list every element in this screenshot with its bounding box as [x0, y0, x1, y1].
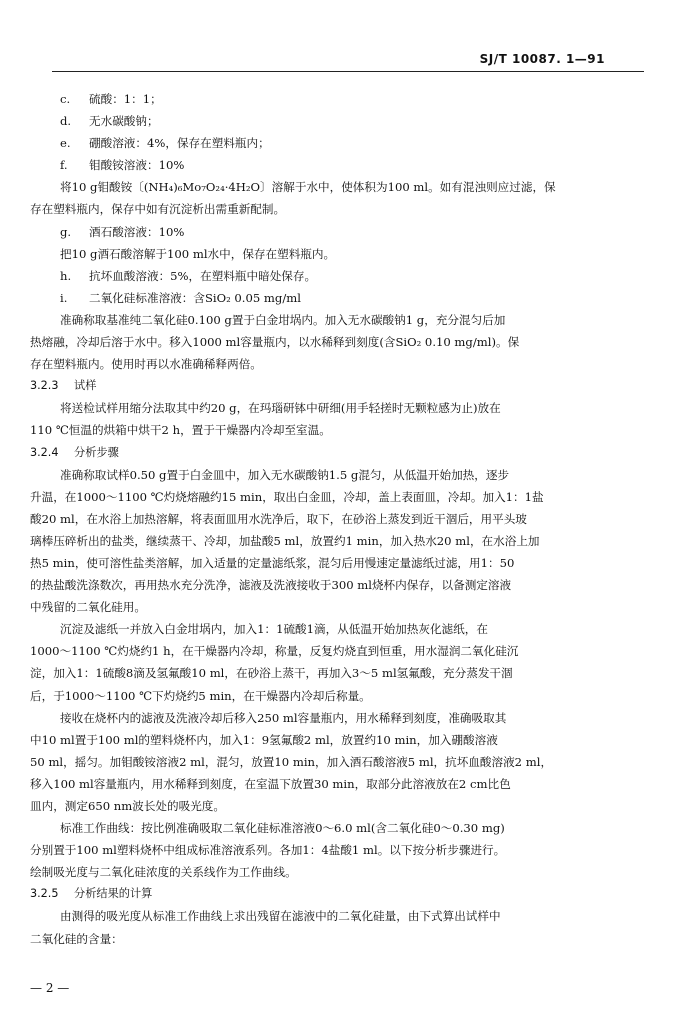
paragraph-line: 淀，加入1：1硫酸8滴及氢氟酸10 ml，在砂浴上蒸干，再加入3～5 ml氢氟酸，充分蒸发干涸 [30, 666, 513, 681]
paragraph-line: 热熔融，冷却后溶于水中。移入1000 ml容量瓶内，以水稀释到刻度(含SiO₂ 0.10 mg/ml)。保 [30, 335, 520, 350]
standard-code-header: SJ/T 10087. 1—91 [479, 52, 605, 66]
paragraph-line: 中10 ml置于100 ml的塑料烧杯内，加入1：9氢氟酸2 ml，放置约10 min，加入硼酸溶液 [30, 732, 498, 747]
section-number: 3.2.3 [30, 379, 59, 393]
paragraph-line: 标准工作曲线：按比例准确吸取二氧化硅标准溶液0～6.0 ml(含二氧化硅0～0.30 mg) [60, 821, 505, 836]
section-title: 分析结果的计算 [74, 887, 153, 901]
list-item [30, 110, 630, 132]
list-item [30, 154, 630, 176]
paragraph-line: 把10 g酒石酸溶解于100 ml水中，保存在塑料瓶内。 [60, 246, 336, 261]
list-item [30, 88, 630, 110]
page-number: — 2 — [30, 981, 70, 995]
section-title: 试样 [74, 379, 97, 393]
paragraph-line: 准确称取试样0.50 g置于白金皿中，加入无水碳酸钠1.5 g混匀，从低温开始加热，逐步 [60, 467, 510, 482]
list-item-label: d. [60, 114, 72, 129]
section-number: 3.2.4 [30, 445, 59, 459]
paragraph-line: 存在塑料瓶内，保存中如有沉淀析出需重新配制。 [30, 202, 286, 217]
list-item [30, 221, 630, 243]
header-rule [52, 71, 644, 72]
paragraph-line: 的热盐酸洗涤数次，再用热水充分洗净，滤液及洗液接收于300 ml烧杯内保存，以备测定溶液 [30, 578, 512, 593]
paragraph-line: 绘制吸光度与二氧化硅浓度的关系线作为工作曲线。 [30, 865, 297, 880]
paragraph-line: 准确称取基准纯二氧化硅0.100 g置于白金坩埚内。加入无水碳酸钠1 g，充分混匀后加 [60, 312, 506, 327]
list-item-label: f. [60, 158, 68, 173]
paragraph-line: 将10 g钼酸铵〔(NH₄)₆Mo₇O₂₄·4H₂O〕溶解于水中，使体积为100 ml。如有混浊则应过滤，保 [60, 180, 556, 195]
list-item-label: e. [60, 136, 71, 151]
list-item [30, 265, 630, 287]
section-heading [30, 442, 630, 464]
list-item [30, 287, 630, 309]
paragraph-line: 璃棒压碎析出的盐类，继续蒸干、冷却，加盐酸5 ml，放置约1 min，加入热水20 ml，在水浴上加 [30, 533, 540, 548]
list-item-text: 硫酸：1：1； [89, 92, 162, 106]
paragraph-line: 酸20 ml，在水浴上加热溶解，将表面皿用水洗净后，取下，在砂浴上蒸发到近干涸后，用平头玻 [30, 511, 527, 526]
list-item-label: c. [60, 92, 71, 106]
paragraph-line: 升温，在1000～1100 ℃灼烧熔融约15 min，取出白金皿，冷却，盖上表面皿，冷却。加入1：1盐 [30, 489, 544, 504]
paragraph-line: 热5 min，使可溶性盐类溶解，加入适量的定量滤纸浆，混匀后用慢速定量滤纸过滤，用1：50 [30, 555, 515, 570]
section-title: 分析步骤 [74, 445, 119, 459]
list-item-text: 二氧化硅标准溶液：含SiO₂ 0.05 mg/ml [89, 290, 301, 305]
list-item [30, 132, 630, 154]
list-item-text: 酒石酸溶液：10% [89, 224, 185, 239]
paragraph-line: 中残留的二氧化硅用。 [30, 600, 146, 615]
paragraph-line: 移入100 ml容量瓶内，用水稀释到刻度，在室温下放置30 min，取部分此溶液放在2 cm比色 [30, 776, 511, 791]
section-number: 3.2.5 [30, 887, 59, 901]
paragraph-line: 接收在烧杯内的滤液及洗液冷却后移入250 ml容量瓶内，用水稀释到刻度，准确吸取其 [60, 710, 507, 725]
paragraph-line: 将送检试样用缩分法取其中约20 g，在玛瑙研钵中研细(用手轻搓时无颗粒感为止)放在 [60, 401, 501, 416]
paragraph-line: 后，于1000～1100 ℃下灼烧约5 min，在干燥器内冷却后称量。 [30, 688, 371, 703]
paragraph-line: 由测得的吸光度从标准工作曲线上求出残留在滤液中的二氧化硅量，由下式算出试样中 [60, 909, 501, 924]
list-item-text: 无水碳酸钠； [89, 114, 159, 129]
list-item-text: 硼酸溶液：4%，保存在塑料瓶内； [89, 136, 270, 151]
paragraph-line: 皿内，测定650 nm波长处的吸光度。 [30, 799, 225, 813]
list-item-label: g. [60, 224, 72, 239]
paragraph-line: 二氧化硅的含量： [30, 931, 123, 946]
list-item-text: 钼酸铵溶液：10% [89, 158, 185, 173]
paragraph-line: 1000～1100 ℃灼烧约1 h，在干燥器内冷却，称量，反复灼烧直到恒重，用水湿润二氧化硅沉 [30, 644, 519, 659]
paragraph-line: 110 ℃恒温的烘箱中烘干2 h，置于干燥器内冷却至室温。 [30, 423, 331, 438]
section-heading [30, 375, 630, 397]
list-item-label: i. [60, 290, 68, 305]
section-heading [30, 883, 630, 905]
paragraph-line: 沉淀及滤纸一并放入白金坩埚内，加入1：1硫酸1滴，从低温开始加热灰化滤纸，在 [60, 622, 488, 637]
paragraph-line: 50 ml，摇匀。加钼酸铵溶液2 ml，混匀，放置10 min，加入酒石酸溶液5 ml，抗坏血酸溶液2 ml， [30, 754, 553, 769]
paragraph-line: 分别置于100 ml塑料烧杯中组成标准溶液系列。各加1：4盐酸1 ml。以下按分析步骤进行。 [30, 843, 506, 858]
list-item-text: 抗坏血酸溶液：5%，在塑料瓶中暗处保存。 [89, 268, 317, 283]
document-body [30, 88, 630, 950]
paragraph-line: 存在塑料瓶内。使用时再以水准确稀释两倍。 [30, 357, 262, 372]
list-item-label: h. [60, 268, 72, 283]
